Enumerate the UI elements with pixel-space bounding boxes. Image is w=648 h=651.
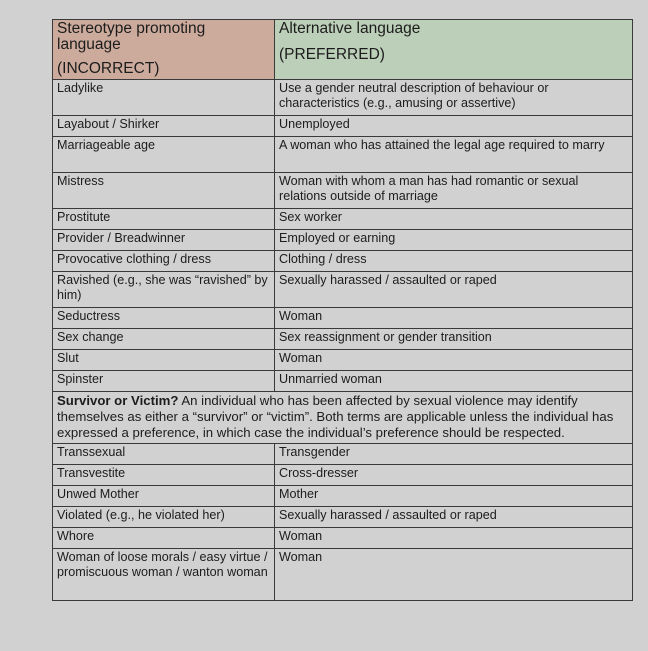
language-table bbox=[52, 19, 633, 601]
table-row bbox=[53, 272, 633, 308]
bottom-rows bbox=[53, 444, 633, 601]
note-title: Survivor or Victim? bbox=[57, 393, 179, 408]
header-row bbox=[53, 20, 633, 80]
incorrect-term: Ravished (e.g., she was “ravished” by him) bbox=[53, 272, 275, 308]
incorrect-term: Provocative clothing / dress bbox=[53, 251, 275, 272]
incorrect-term: Unwed Mother bbox=[53, 486, 275, 507]
incorrect-header-title: Stereotype promoting language bbox=[57, 20, 206, 53]
incorrect-term: Provider / Breadwinner bbox=[53, 230, 275, 251]
table-row bbox=[53, 444, 633, 465]
table-row bbox=[53, 549, 633, 601]
table-row bbox=[53, 371, 633, 392]
table-row bbox=[53, 251, 633, 272]
incorrect-term: Woman of loose morals / easy virtue / promiscuous woman / wanton woman bbox=[53, 549, 275, 601]
preferred-column-header bbox=[275, 20, 633, 80]
preferred-term: A woman who has attained the legal age required to marry bbox=[275, 137, 633, 173]
preferred-header-subtitle: (PREFERRED) bbox=[279, 46, 385, 63]
table-row bbox=[53, 230, 633, 251]
preferred-term: Transgender bbox=[275, 444, 633, 465]
preferred-term: Cross-dresser bbox=[275, 465, 633, 486]
table-row bbox=[53, 465, 633, 486]
table-row bbox=[53, 116, 633, 137]
incorrect-term: Mistress bbox=[53, 173, 275, 209]
preferred-term: Clothing / dress bbox=[275, 251, 633, 272]
preferred-term: Woman with whom a man has had romantic or sexual relations outside of marriage bbox=[275, 173, 633, 209]
preferred-term: Mother bbox=[275, 486, 633, 507]
incorrect-term: Violated (e.g., he violated her) bbox=[53, 507, 275, 528]
preferred-term: Woman bbox=[275, 528, 633, 549]
note-section bbox=[53, 392, 633, 444]
preferred-term: Employed or earning bbox=[275, 230, 633, 251]
incorrect-term: Transvestite bbox=[53, 465, 275, 486]
note-text: An individual who has been affected by sexual violence may identify themselves as either a “survivor” or “victim”. Both terms are applicable unless the individual has expressed a preference, in which case the individual’s preference should be respected. bbox=[57, 393, 614, 440]
table-row bbox=[53, 528, 633, 549]
top-rows bbox=[53, 80, 633, 392]
incorrect-term: Transsexual bbox=[53, 444, 275, 465]
preferred-term: Use a gender neutral description of behaviour or characteristics (e.g., amusing or assertive) bbox=[275, 80, 633, 116]
incorrect-term: Seductress bbox=[53, 308, 275, 329]
preferred-term: Sexually harassed / assaulted or raped bbox=[275, 507, 633, 528]
table-row bbox=[53, 173, 633, 209]
preferred-term: Unemployed bbox=[275, 116, 633, 137]
preferred-term: Woman bbox=[275, 350, 633, 371]
preferred-header-title: Alternative language bbox=[279, 20, 421, 37]
preferred-term: Sex worker bbox=[275, 209, 633, 230]
note-row bbox=[53, 392, 633, 444]
table-row bbox=[53, 507, 633, 528]
table-row bbox=[53, 329, 633, 350]
table-row bbox=[53, 486, 633, 507]
incorrect-term: Slut bbox=[53, 350, 275, 371]
table-row bbox=[53, 137, 633, 173]
incorrect-term: Layabout / Shirker bbox=[53, 116, 275, 137]
preferred-term: Sexually harassed / assaulted or raped bbox=[275, 272, 633, 308]
preferred-term: Woman bbox=[275, 549, 633, 601]
preferred-term: Woman bbox=[275, 308, 633, 329]
table-row bbox=[53, 308, 633, 329]
table-row bbox=[53, 80, 633, 116]
incorrect-term: Marriageable age bbox=[53, 137, 275, 173]
incorrect-term: Ladylike bbox=[53, 80, 275, 116]
table-row bbox=[53, 350, 633, 371]
incorrect-header-subtitle: (INCORRECT) bbox=[57, 60, 160, 77]
incorrect-term: Prostitute bbox=[53, 209, 275, 230]
survivor-victim-note bbox=[53, 392, 633, 444]
incorrect-term: Spinster bbox=[53, 371, 275, 392]
preferred-term: Unmarried woman bbox=[275, 371, 633, 392]
incorrect-term: Sex change bbox=[53, 329, 275, 350]
incorrect-term: Whore bbox=[53, 528, 275, 549]
preferred-term: Sex reassignment or gender transition bbox=[275, 329, 633, 350]
table-row bbox=[53, 209, 633, 230]
incorrect-column-header bbox=[53, 20, 275, 80]
